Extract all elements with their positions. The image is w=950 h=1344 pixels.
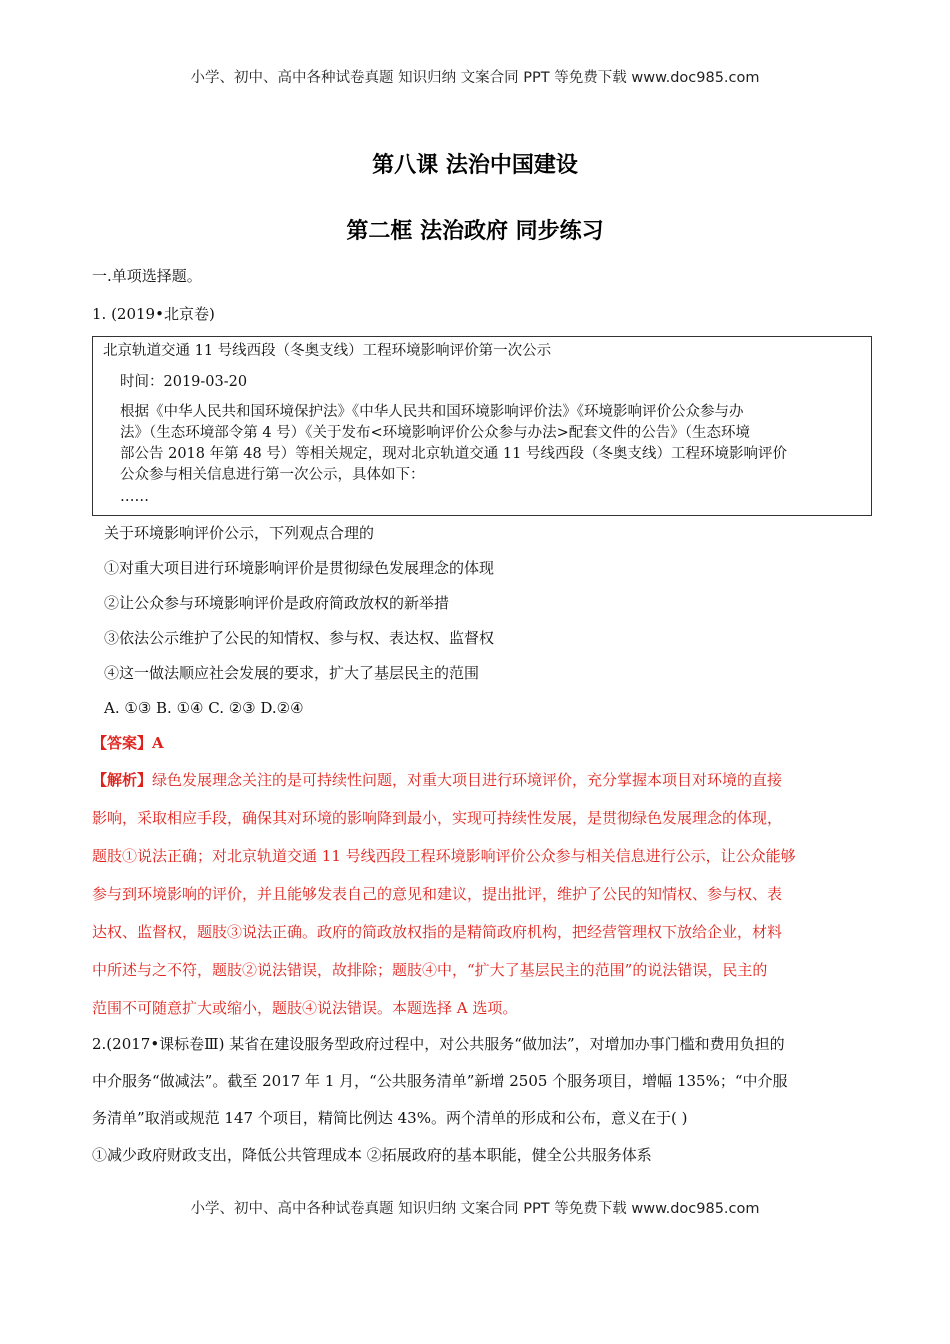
box-line: 部公告 2018 年第 48 号）等相关规定，现对北京轨道交通 11 号线西段（冬奥支线）工程环境影响评价 (120, 446, 787, 462)
q1-answer (92, 733, 164, 753)
analysis-line (92, 770, 782, 790)
box-ellipsis: …… (120, 489, 149, 505)
q1-stem: 关于环境影响评价公示，下列观点合理的 (104, 524, 375, 542)
analysis-line: 达权、监督权，题肢③说法正确。政府的简政放权指的是精简政府机构，把经营管理权下放给企业，材料 (92, 923, 783, 941)
q1-source: 1. (2019•北京卷) (92, 305, 215, 323)
lesson-title: 第八课 法治中国建设 (372, 153, 578, 178)
q2-line: 2.(2017•课标卷Ⅲ) 某省在建设服务型政府过程中，对公共服务“做加法”，对增加办事门槛和费用负担的 (92, 1035, 785, 1053)
page-header: 小学、初中、高中各种试卷真题 知识归纳 文案合同 PPT 等免费下载 www.doc985.com (190, 70, 760, 86)
answer-label: 【答案】 (92, 734, 153, 752)
analysis-line: 范围不可随意扩大或缩小，题肢④说法错误。本题选择 A 选项。 (92, 999, 518, 1017)
analysis-label: 【解析】 (92, 771, 153, 789)
q1-item: ①对重大项目进行环境影响评价是贯彻绿色发展理念的体现 (104, 559, 495, 577)
analysis-line: 参与到环境影响的评价，并且能够发表自己的意见和建议，提出批评，维护了公民的知情权、参与权、表 (92, 885, 783, 903)
section-heading: 一.单项选择题。 (92, 267, 202, 285)
box-line: 法》（生态环境部令第 4 号）《关于发布<环境影响评价公众参与办法>配套文件的公告》（生态环境 (120, 425, 750, 441)
analysis-text: 绿色发展理念关注的是可持续性问题，对重大项目进行环境评价，充分掌握本项目对环境的直接 (152, 771, 783, 789)
q2-line: 中介服务“做减法”。截至 2017 年 1 月，“公共服务清单”新增 2505 个服务项目，增幅 135%；“中介服 (92, 1072, 788, 1090)
analysis-line: 题肢①说法正确；对北京轨道交通 11 号线西段工程环境影响评价公众参与相关信息进行公示，让公众能够 (92, 847, 796, 865)
q1-options: A. ①③ B. ①④ C. ②③ D.②④ (104, 699, 304, 717)
box-time: 时间：2019-03-20 (120, 374, 248, 390)
q2-line: ①减少政府财政支出，降低公共管理成本 ②拓展政府的基本职能，健全公共服务体系 (92, 1146, 652, 1164)
answer-value: A (152, 734, 164, 752)
box-line: 根据《中华人民共和国环境保护法》《中华人民共和国环境影响评价法》《环境影响评价公众参与办 (120, 404, 744, 420)
page-footer: 小学、初中、高中各种试卷真题 知识归纳 文案合同 PPT 等免费下载 www.doc985.com (190, 1201, 760, 1217)
box-line: 公众参与相关信息进行第一次公示，具体如下： (120, 467, 425, 483)
q1-item: ②让公众参与环境影响评价是政府简政放权的新举措 (104, 594, 450, 612)
analysis-line: 中所述与之不符，题肢②说法错误，故排除；题肢④中，“扩大了基层民主的范围”的说法错误，民主的 (92, 961, 768, 979)
lesson-subtitle: 第二框 法治政府 同步练习 (346, 219, 604, 244)
box-title: 北京轨道交通 11 号线西段（冬奥支线）工程环境影响评价第一次公示 (103, 343, 552, 359)
q1-item: ③依法公示维护了公民的知情权、参与权、表达权、监督权 (104, 629, 495, 647)
q1-material-box (92, 336, 872, 516)
q1-item: ④这一做法顺应社会发展的要求，扩大了基层民主的范围 (104, 664, 480, 682)
analysis-line: 影响，采取相应手段，确保其对环境的影响降到最小，实现可持续性发展，是贯彻绿色发展理念的体现， (92, 809, 783, 827)
q2-line: 务清单”取消或规范 147 个项目，精简比例达 43%。两个清单的形成和公布，意义在于( ) (92, 1109, 688, 1127)
